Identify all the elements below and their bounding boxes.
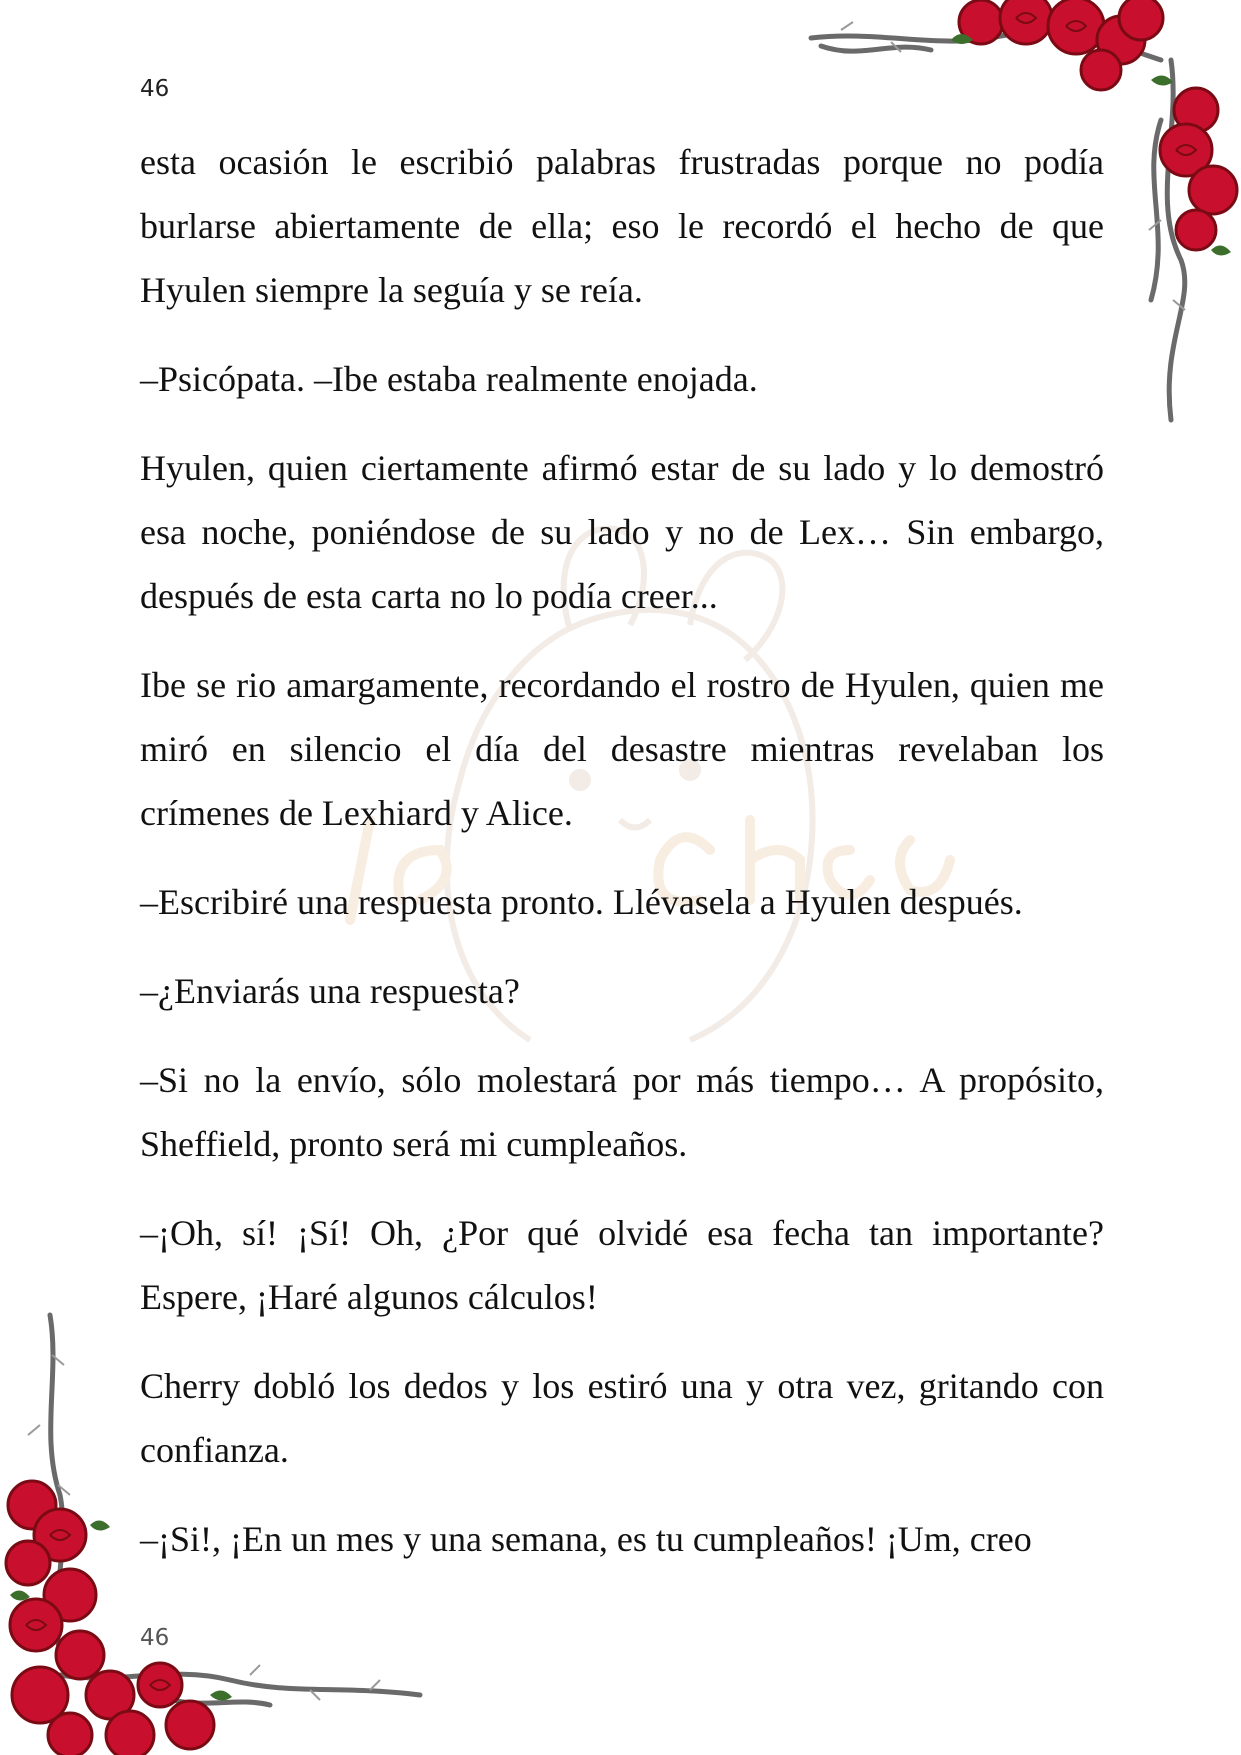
paragraph: Hyulen, quien ciertamente afirmó estar de su lado y lo demostró esa noche, poniéndose de su lado y no de Lex… Sin embargo, después de esta carta no lo podía creer... <box>140 448 1104 616</box>
paragraph: Cherry dobló los dedos y los estiró una y otra vez, gritando con confianza. <box>140 1366 1104 1470</box>
page-number: 46 <box>140 76 170 102</box>
paragraph: –¿Enviarás una respuesta? <box>140 971 520 1011</box>
paragraph: –¡Oh, sí! ¡Sí! Oh, ¿Por qué olvidé esa fecha tan importante? Espere, ¡Haré algunos cálculos! <box>140 1213 1104 1317</box>
page-number-footer: 46 <box>140 1625 170 1651</box>
paragraph: –Escribiré una respuesta pronto. Llévasela a Hyulen después. <box>140 882 1023 922</box>
rose-vine-corner-icon <box>0 1295 460 1755</box>
paragraph: –Psicópata. –Ibe estaba realmente enojada. <box>140 359 758 399</box>
paragraph: –Si no la envío, sólo molestará por más tiempo… A propósito, Sheffield, pronto será mi cumpleaños. <box>140 1060 1104 1164</box>
paragraph: esta ocasión le escribió palabras frustradas porque no podía burlarse abiertamente de ella; eso le recordó el hecho de que Hyulen siempre la seguía y se reía. <box>140 142 1104 310</box>
paragraph: Ibe se rio amargamente, recordando el rostro de Hyulen, quien me miró en silencio el día del desastre mientras revelaban los crímenes de Lexhiard y Alice. <box>140 665 1104 833</box>
paragraph: –¡Si!, ¡En un mes y una semana, es tu cumpleaños! ¡Um, creo <box>140 1519 1032 1559</box>
rose-vine-corner-icon <box>801 0 1241 440</box>
